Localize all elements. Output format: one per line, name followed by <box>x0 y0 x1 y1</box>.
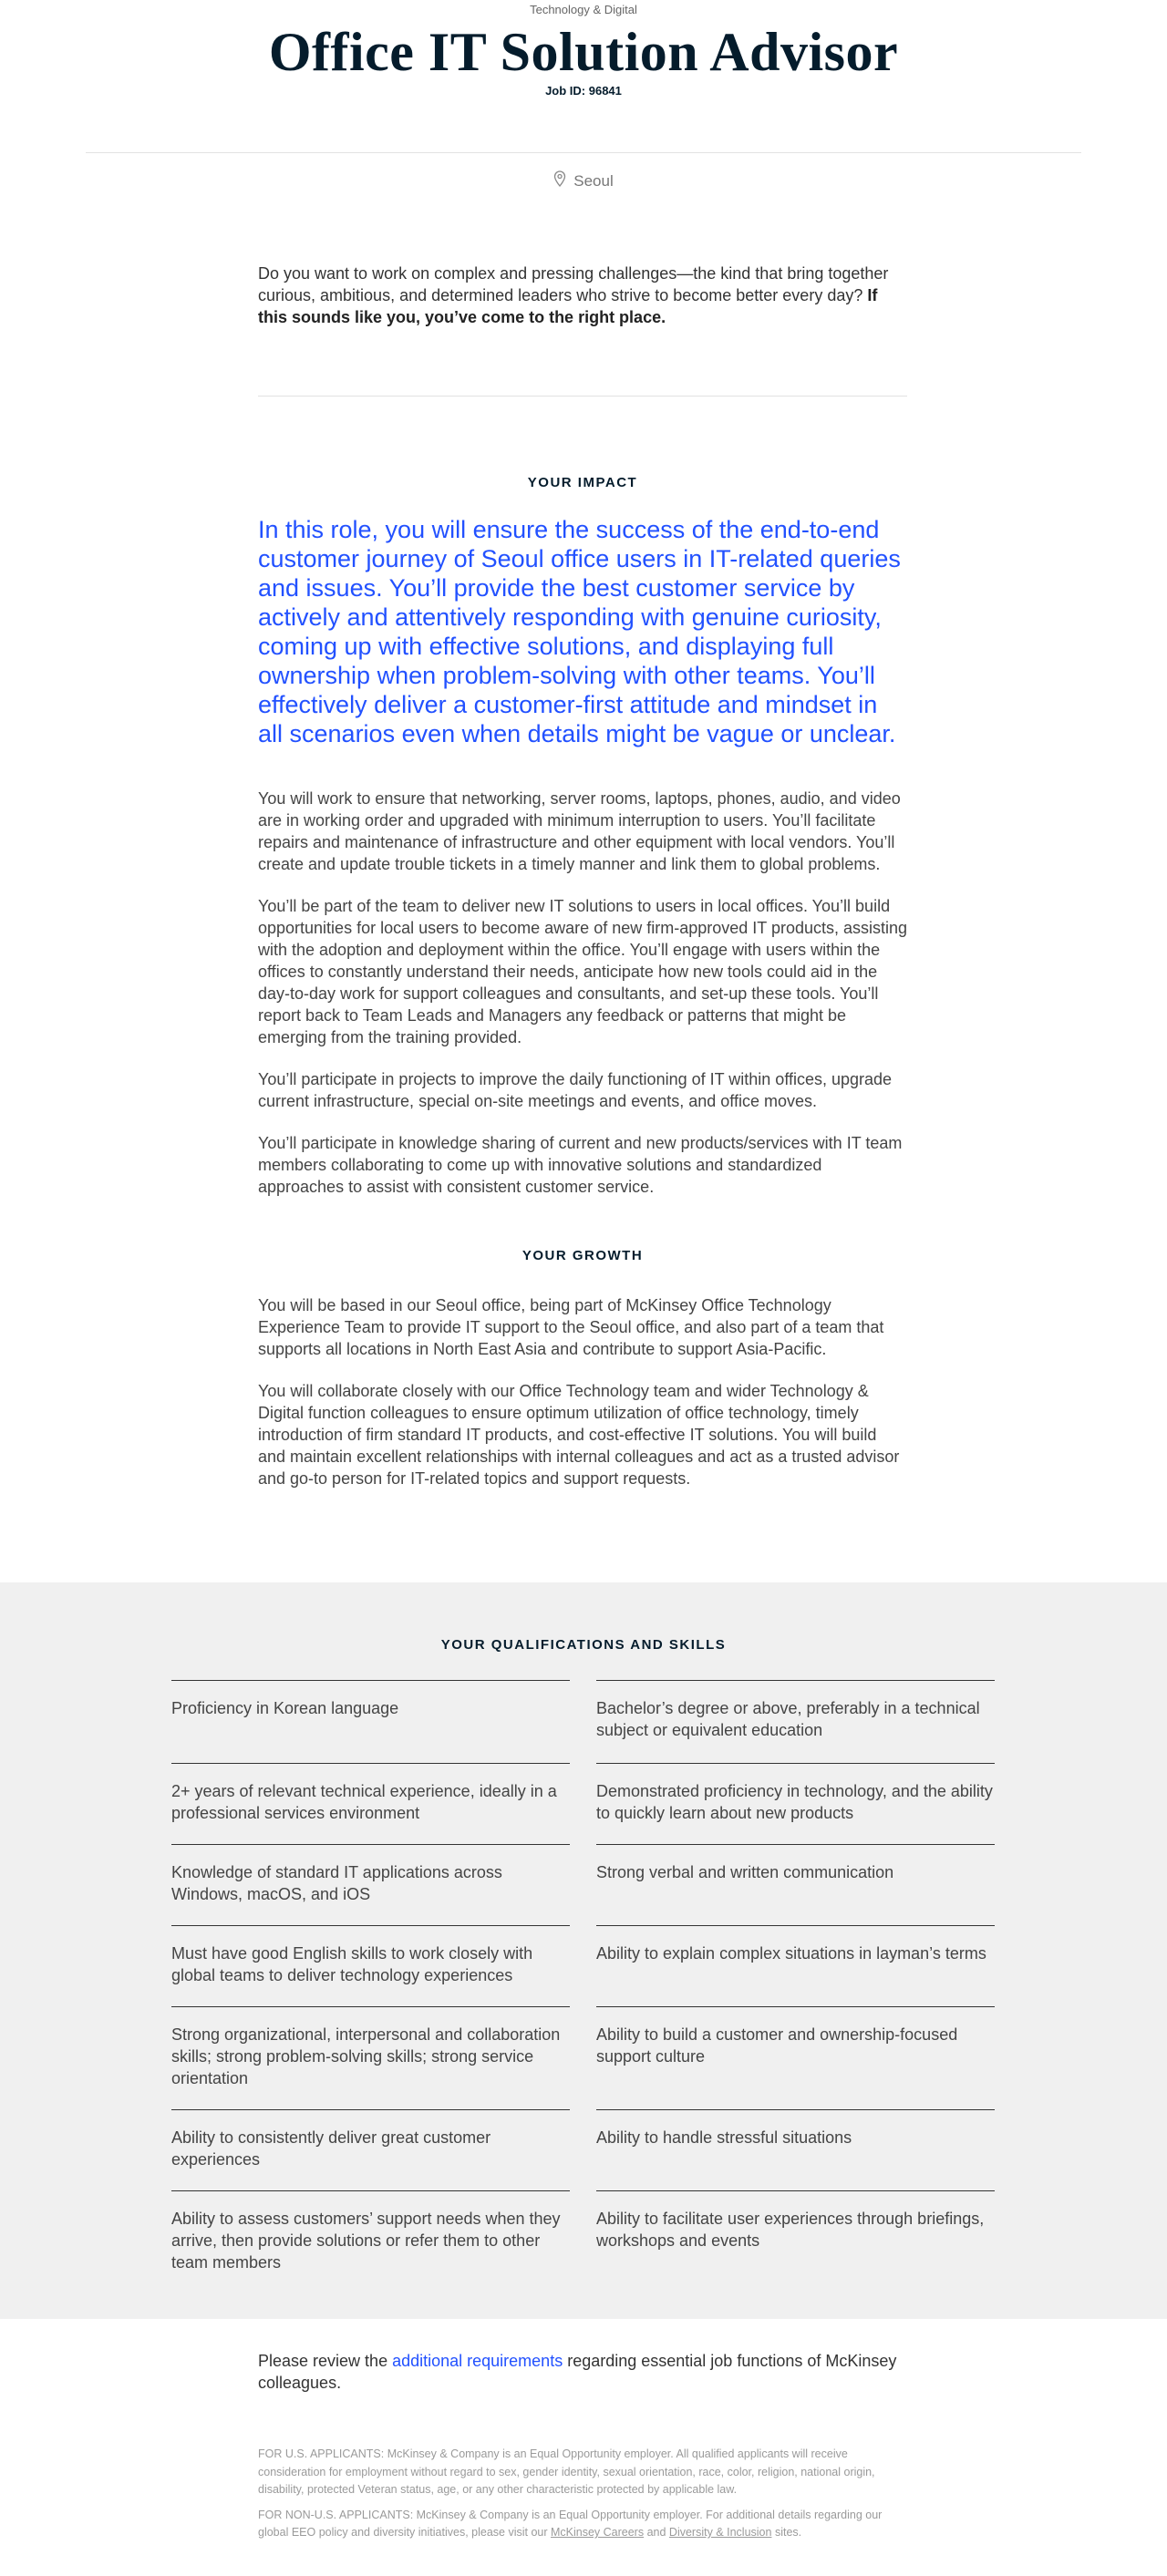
qualification-item: Must have good English skills to work closely with global teams to deliver technology experiences <box>171 1925 570 2006</box>
qualifications-heading: YOUR QUALIFICATIONS AND SKILLS <box>440 1637 727 1653</box>
qualification-item: Ability to build a customer and ownership-focused support culture <box>596 2006 995 2109</box>
location-name: Seoul <box>573 171 614 190</box>
review-text: Please review the <box>258 2352 393 2370</box>
intro-divider <box>258 396 907 397</box>
growth-paragraph: You will collaborate closely with our Office Technology team and wider Technology & Digital function colleagues to ensure optimum utilization of office technology, timely introduction of firm standard IT products, and cost-effective IT solutions. You will build and maintain excellent relationships with internal colleagues and act as a trusted advisor and go-to person for IT-related topics and support requests. <box>258 1382 900 1488</box>
qualifications-list <box>171 1680 995 2273</box>
non-us-eeo-statement <box>258 2507 907 2542</box>
growth-heading: YOUR GROWTH <box>522 1248 644 1263</box>
qualifications-section <box>0 1582 1167 2319</box>
job-description <box>258 263 907 328</box>
additional-requirements-link[interactable]: additional requirements <box>392 2352 563 2370</box>
impact-heading: YOUR IMPACT <box>527 475 638 490</box>
qualification-item: Ability to handle stressful situations <box>596 2109 995 2190</box>
diversity-inclusion-link[interactable]: Diversity & Inclusion <box>668 2526 772 2539</box>
intro-paragraph <box>258 263 907 328</box>
impact-paragraph: You will work to ensure that networking, server rooms, laptops, phones, audio, and video are in working order and upgraded with minimum interruption to users. You’ll facilitate repairs and maintenance of infrastructure and other equipment with local vendors. You’ll create and update trouble tickets in a timely manner and link them to global problems. <box>258 789 901 873</box>
intro-emphasis: If this sounds like you, you’ve come to the right place. <box>258 286 878 326</box>
job-header <box>0 0 1167 100</box>
legal-text: sites. <box>771 2526 802 2539</box>
job-category: Technology & Digital <box>530 3 637 16</box>
legal-text: FOR NON-U.S. APPLICANTS: McKinsey & Company is an Equal Opportunity employer. For additional details regarding our global EEO policy and diversity initiatives, please visit our <box>258 2508 883 2539</box>
qualification-item: 2+ years of relevant technical experience, ideally in a professional services environment <box>171 1763 570 1844</box>
qualification-item: Strong verbal and written communication <box>596 1844 995 1925</box>
location-pin-icon <box>553 170 566 191</box>
qualification-item: Bachelor’s degree or above, preferably in a technical subject or equivalent education <box>596 1680 995 1763</box>
impact-paragraph: You’ll participate in knowledge sharing of current and new products/services with IT team members collaborating to come up with innovative solutions and standardized approaches to assist with consistent customer service. <box>258 1134 903 1196</box>
qualification-item: Knowledge of standard IT applications across Windows, macOS, and iOS <box>171 1844 570 1925</box>
us-eeo-statement: FOR U.S. APPLICANTS: McKinsey & Company is an Equal Opportunity employer. All qualified applicants will receive consideration for employment without regard to sex, gender identity, sexual orientation, race, color, religion, national origin, disability, protected Veteran status, age, or any other characteristic protected by applicable law. <box>258 2447 875 2496</box>
qualification-item: Demonstrated proficiency in technology, and the ability to quickly learn about new products <box>596 1763 995 1844</box>
intro-text: Do you want to work on complex and pressing challenges—the kind that bring together curious, ambitious, and determined leaders who strive to become better every day? <box>258 264 889 304</box>
qualification-item: Ability to assess customers’ support needs when they arrive, then provide solutions or refer them to other team members <box>171 2190 570 2273</box>
impact-section <box>258 475 907 1198</box>
review-text: regarding essential job functions of McKinsey colleagues. <box>258 2352 897 2392</box>
growth-section <box>258 1248 907 1489</box>
impact-lead: In this role, you will ensure the success of the end-to-end customer journey of Seoul office users in IT-related queries and issues. You’ll provide the best customer service by actively and attentively responding with genuine curiosity, coming up with effective solutions, and displaying full ownership when problem-solving with other teams. You’ll effectively deliver a customer-first attitude and mindset in all scenarios even when details might be vague or unclear. <box>258 516 901 747</box>
job-id: Job ID: 96841 <box>545 84 622 98</box>
qualification-item: Strong organizational, interpersonal and collaboration skills; strong problem-solving skills; strong service orientation <box>171 2006 570 2109</box>
qualification-item: Ability to facilitate user experiences through briefings, workshops and events <box>596 2190 995 2273</box>
growth-paragraph: You will be based in our Seoul office, being part of McKinsey Office Technology Experience Team to provide IT support to the Seoul office, and also part of a team that supports all locations in North East Asia and contribute to support Asia-Pacific. <box>258 1296 884 1358</box>
impact-paragraph: You’ll be part of the team to deliver new IT solutions to users in local offices. You’ll build opportunities for local users to become aware of new firm-approved IT products, assisting with the adoption and deployment within the office. You’ll engage with users within the offices to constantly understand their needs, anticipate how new tools could aid in the day-to-day work for support colleagues and consultants, and set-up these tools. You’ll report back to Team Leads and Managers any feedback or patterns that might be emerging from the training provided. <box>258 897 908 1046</box>
mckinsey-careers-link[interactable]: McKinsey Careers <box>550 2526 645 2539</box>
header-divider <box>86 152 1081 153</box>
qualification-item: Proficiency in Korean language <box>171 1680 570 1763</box>
job-location <box>0 170 1167 191</box>
qualification-item: Ability to consistently deliver great customer experiences <box>171 2109 570 2190</box>
footer-notes <box>258 2350 907 2542</box>
impact-paragraph: You’ll participate in projects to improve the daily functioning of IT within offices, upgrade current infrastructure, special on-site meetings and events, and office moves. <box>258 1070 893 1110</box>
review-note <box>258 2350 907 2394</box>
job-title: Office IT Solution Advisor <box>268 22 899 82</box>
qualification-item: Ability to explain complex situations in layman’s terms <box>596 1925 995 2006</box>
legal-text: and <box>644 2526 669 2539</box>
